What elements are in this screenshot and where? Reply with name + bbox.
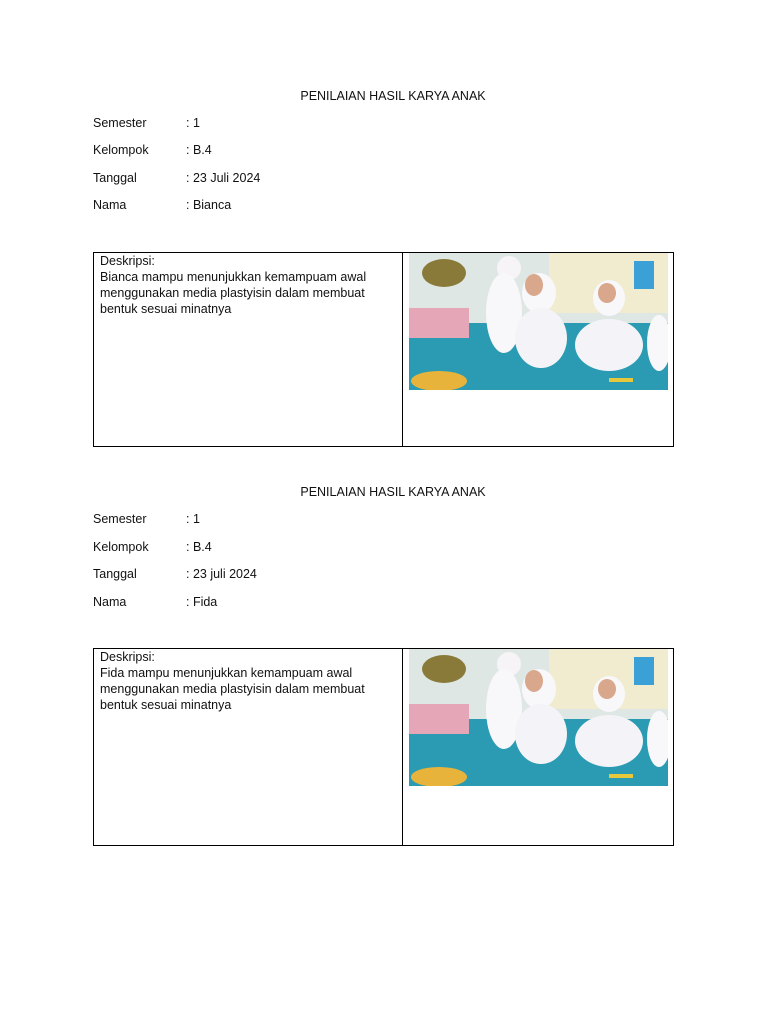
activity-photo: [409, 649, 668, 786]
field-label: Kelompok: [93, 143, 149, 157]
field-value: : 23 juli 2024: [186, 567, 257, 581]
field-label: Semester: [93, 512, 147, 526]
field-label: Semester: [93, 116, 147, 130]
section-title: PENILAIAN HASIL KARYA ANAK: [300, 485, 486, 499]
field-value: : Bianca: [186, 198, 232, 212]
description-cell: [100, 253, 390, 317]
field-label: Nama: [93, 595, 127, 609]
description-box: [93, 252, 674, 447]
description-heading: Deskripsi:: [100, 254, 155, 268]
description-text: Bianca mampu menunjukkan kemampuam awal menggunakan media plastyisin dalam membuat bentuk sesuai minatnya: [100, 270, 367, 316]
field-value: : 1: [186, 512, 200, 526]
section-title: PENILAIAN HASIL KARYA ANAK: [300, 89, 486, 103]
description-cell: [100, 649, 390, 713]
field-value: : B.4: [186, 143, 212, 157]
field-label: Tanggal: [93, 567, 137, 581]
field-value: : B.4: [186, 540, 212, 554]
description-text: Fida mampu menunjukkan kemampuam awal menggunakan media plastyisin dalam membuat bentuk sesuai minatnya: [100, 666, 365, 712]
cell-divider: [402, 649, 403, 845]
field-value: : Fida: [186, 595, 218, 609]
field-value: : 1: [186, 116, 200, 130]
field-label: Kelompok: [93, 540, 149, 554]
cell-divider: [402, 253, 403, 446]
field-value: : 23 Juli 2024: [186, 171, 261, 185]
activity-photo: [409, 253, 668, 390]
field-label: Tanggal: [93, 171, 137, 185]
description-heading: Deskripsi:: [100, 650, 155, 664]
field-label: Nama: [93, 198, 127, 212]
description-box: [93, 648, 674, 846]
